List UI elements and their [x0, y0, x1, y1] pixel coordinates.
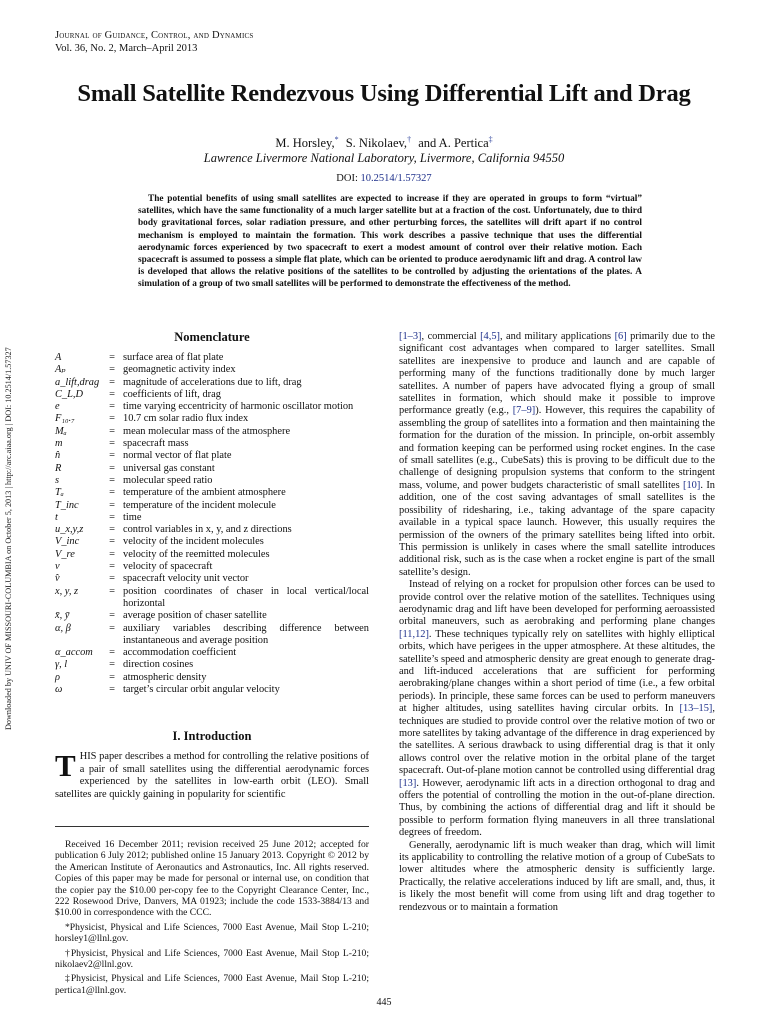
footnote-author-2: †Physicist, Physical and Life Sciences, 7000 East Avenue, Mail Stop L-210; nikolaev2@llnl.gov.	[55, 947, 369, 971]
nomenclature-def: spacecraft velocity unit vector	[123, 573, 249, 585]
nomenclature-eq: =	[109, 561, 115, 573]
nomenclature-entry	[55, 377, 369, 389]
nomenclature-sym: t	[55, 511, 58, 523]
nomenclature-sym: R	[55, 462, 62, 474]
nomenclature-def: molecular speed ratio	[123, 474, 213, 486]
paragraph-3: Generally, aerodynamic lift is much weaker than drag, which will limit its applicability to controlling the relative motion of a group of CubeSats to lower altitudes where the atmospheric density is sufficiently large. Practically, the relative accelerations induced by lift are small, and, thus, it is likely the most benefit will come from using lift and drag together to rendezvous or to maintain a formation	[399, 839, 715, 913]
nomenclature-sym: A	[55, 352, 62, 363]
nomenclature-sym: m	[55, 438, 63, 450]
text-run: primarily due to the significant cost advantages when compared to larger satellites. Small satellites are inexpensive to produce and launch and are capable of performing many of the functions traditionally done by much larger satellites. A number of papers have advocated flying a group of small satellites in formation, which should make it possible to improve performance greatly (e.g.,	[399, 331, 715, 417]
journal-name: Journal of Guidance, Control, and Dynamics	[55, 30, 254, 41]
nomenclature-sym: F₁₀.₇	[55, 413, 75, 425]
nomenclature-def: universal gas constant	[123, 462, 215, 474]
intro-lead: HIS	[79, 751, 97, 763]
nomenclature-sym: u_x,y,z	[55, 524, 84, 536]
nomenclature-eq: =	[109, 647, 115, 659]
nomenclature-eq: =	[109, 376, 115, 388]
nomenclature-def: temperature of the incident molecule	[123, 499, 276, 511]
nomenclature-eq: =	[109, 622, 115, 634]
download-sidebar: Downloaded by UNIV OF MISSOURI-COLUMBIA on October 5, 2013 | http://arc.aiaa.org | DOI: 10.2514/1.57327	[4, 347, 13, 730]
page-number: 445	[376, 997, 392, 1008]
nomenclature-sym: e	[55, 401, 60, 413]
author-3: and A. Pertica	[418, 136, 489, 151]
nomenclature-def: mean molecular mass of the atmosphere	[123, 425, 291, 437]
nomenclature-heading: Nomenclature	[174, 330, 250, 344]
nomenclature-sym: γ, l	[55, 659, 68, 671]
abstract: The potential benefits of using small satellites are expected to increase if they are operated in groups to form “virtual” satellites, which have the same functionality of a much larger satellite but at a fraction of the cost. Unfortunately, due to third body gravitational forces, solar radiation pressure, and other perturbing forces, the satellites will drift apart if no control mechanism is employed to maintain the formation. This work describes a passive technique that uses the differential aerodynamic forces experienced by two spacecraft to exert a modest amount of control over their relative motion. Each spacecraft is assumed to possess a simple flat plate, which can be oriented to produce aerodynamic lift and drag. A control law is developed that allows the relative positions of the satellites to be controlled by adjusting the orientations of the plates. A simulation of a group of two small satellites will be performed to demonstrate the effectiveness of the method.	[138, 194, 642, 290]
nomenclature-entry	[55, 524, 369, 536]
nomenclature-sym: α_accom	[55, 647, 93, 659]
affiliation: Lawrence Livermore National Laboratory, Livermore, California 94550	[203, 151, 565, 165]
author-2-footnote-mark[interactable]: †	[407, 135, 412, 144]
nomenclature-eq: =	[109, 462, 115, 474]
author-1: M. Horsley,	[275, 136, 335, 151]
nomenclature-sym: ω	[55, 684, 63, 696]
nomenclature-eq: =	[109, 536, 115, 548]
nomenclature-def: normal vector of flat plate	[123, 450, 232, 462]
journal-issue: Vol. 36, No. 2, March–April 2013	[55, 43, 198, 54]
text-run: . However, aerodynamic lift acts in a direction orthogonal to drag and offers the potential of controlling the motion in the out-of-plane direction. Thus, by combining the actions of differential drag and lift it should be possible to perform formation flying maneuvers in all three translational degrees of freedom.	[399, 777, 715, 839]
nomenclature-sym: V_re	[55, 548, 75, 560]
nomenclature-eq: =	[109, 659, 115, 671]
nomenclature-eq: =	[109, 548, 115, 560]
citation[interactable]: [13]	[399, 777, 417, 789]
text-run: , techniques are studied to provide control over the relative motion of two or more satellites by taking advantage of the difference in drag experienced by the satellites. A serious drawback to using differential drag is that it only allows control over the relative motion in the orbital plane of the target spacecraft. Out-of-plane motion cannot be controlled using differential drag	[399, 703, 715, 777]
nomenclature-entry	[55, 487, 369, 499]
footnotes	[55, 826, 369, 999]
nomenclature-def: average position of chaser satellite	[123, 610, 267, 622]
citation[interactable]: [6]	[614, 331, 627, 342]
nomenclature-entry	[55, 512, 369, 524]
introduction-heading: I. Introduction	[172, 729, 252, 744]
nomenclature-def: surface area of flat plate	[123, 352, 224, 363]
nomenclature-def: accommodation coefficient	[123, 647, 237, 659]
citation[interactable]: [1–3]	[399, 331, 422, 342]
nomenclature-entry	[55, 586, 369, 611]
nomenclature-sym: Mₐ	[55, 425, 67, 437]
nomenclature-entry	[55, 549, 369, 561]
text-run: ). However, this requires the capability of assembling the group of satellites into a formation and then maintaining the formation for the duration of the mission. In principle, on-orbit assembly and formation keeping can be performed using rocket engines. In the case of small satellites (e.g., CubeSats) this is proving to be difficult due to the challenge of designing propulsion systems that conform to the stringent mass, volume, and power budgets characteristic of small satellites	[399, 405, 715, 491]
footnote-author-3: ‡Physicist, Physical and Life Sciences, 7000 East Avenue, Mail Stop L-210; pertica1@llnl.gov.	[55, 973, 369, 996]
nomenclature-entry	[55, 500, 369, 512]
nomenclature-sym: s	[55, 474, 60, 486]
nomenclature-entry	[55, 463, 369, 475]
nomenclature-eq: =	[109, 401, 115, 413]
nomenclature-def: auxiliary variables describing difference between instantaneous and average position	[123, 622, 369, 646]
nomenclature-def: target’s circular orbit angular velocity	[123, 684, 280, 696]
nomenclature-entry	[55, 536, 369, 548]
nomenclature-entry	[55, 389, 369, 401]
footnote-author-1: *Physicist, Physical and Life Sciences, 7000 East Avenue, Mail Stop L-210; horsley1@llnl.gov.	[55, 921, 369, 945]
nomenclature-entry	[55, 426, 369, 438]
text-run: Instead of relying on a rocket for propulsion other forces can be used to provide control over the relative motion of the satellites. Techniques using aerodynamic drag and lift have been developed for performing aeroassisted orbital maneuvers, such as aerobraking and performing plane changes	[399, 579, 715, 628]
citation[interactable]: [4,5]	[480, 331, 500, 342]
nomenclature-sym: V_inc	[55, 536, 80, 548]
author-line	[0, 135, 768, 151]
nomenclature-eq: =	[109, 585, 115, 597]
nomenclature-entry	[55, 573, 369, 585]
nomenclature-eq: =	[109, 487, 115, 499]
journal-header	[55, 29, 253, 55]
nomenclature-sym: C_L,D	[55, 388, 84, 400]
nomenclature-def: magnitude of accelerations due to lift, drag	[123, 376, 302, 388]
nomenclature-sym: T_inc	[55, 499, 79, 511]
paragraph-2	[399, 579, 715, 840]
nomenclature-eq: =	[109, 524, 115, 536]
nomenclature-entry	[55, 610, 369, 622]
nomenclature-entry	[55, 401, 369, 413]
left-column	[55, 330, 369, 801]
doi-link[interactable]: 10.2514/1.57327	[360, 173, 432, 184]
nomenclature-eq: =	[109, 352, 115, 363]
nomenclature-eq: =	[109, 671, 115, 683]
nomenclature-def: control variables in x, y, and z directions	[123, 524, 292, 536]
nomenclature-entry	[55, 684, 369, 696]
nomenclature-def: position coordinates of chaser in local vertical/local horizontal	[123, 585, 369, 609]
nomenclature-sym: n̂	[55, 450, 61, 462]
nomenclature-def: velocity of spacecraft	[123, 561, 213, 573]
nomenclature-eq: =	[109, 511, 115, 523]
nomenclature-def: velocity of the incident molecules	[123, 536, 264, 548]
introduction-paragraph	[55, 748, 369, 801]
nomenclature-eq: =	[109, 499, 115, 511]
nomenclature-def: direction cosines	[123, 659, 194, 671]
nomenclature-def: temperature of the ambient atmosphere	[123, 487, 286, 499]
citation[interactable]: [11,12]	[399, 628, 429, 640]
doi-line	[0, 173, 768, 184]
nomenclature-def: coefficients of lift, drag	[123, 388, 221, 400]
nomenclature-eq: =	[109, 474, 115, 486]
footnote-received: Received 16 December 2011; revision received 25 June 2012; accepted for publication 6 July 2012; published online 15 January 2013. Copyright © 2012 by the American Institute of Aeronautics and Astronautics, Inc. All rights reserved. Copies of this paper may be made for personal or internal use, on condition that the copier pay the $10.00 per-copy fee to the Copyright Clearance Center, Inc., 222 Rosewood Drive, Danvers, MA 01923; include the code 1533-3884/13 and $10.00 in correspondence with the CCC.	[55, 839, 369, 919]
nomenclature-sym: v	[55, 561, 60, 573]
nomenclature-entry	[55, 413, 369, 425]
nomenclature-entry	[55, 647, 369, 659]
nomenclature-def: atmospheric density	[123, 671, 207, 683]
intro-text: paper describes a method for controlling the relative positions of a pair of small satellites using the differential aerodynamic forces experienced by the satellites in low-earth orbit (LEO). Small satellites are quickly gaining in popularity for scientific	[55, 751, 369, 800]
nomenclature-entry	[55, 659, 369, 671]
nomenclature-eq: =	[109, 364, 115, 376]
paper-title: Small Satellite Rendezvous Using Differential Lift and Drag	[77, 80, 691, 107]
nomenclature-entry	[55, 623, 369, 648]
author-1-footnote-mark[interactable]: *	[334, 135, 339, 144]
nomenclature-eq: =	[109, 450, 115, 462]
doi-label: DOI:	[336, 173, 358, 184]
nomenclature-entry	[55, 672, 369, 684]
citation[interactable]: [7–9]	[512, 405, 536, 417]
nomenclature-eq: =	[109, 413, 115, 425]
citation[interactable]: [13–15]	[679, 703, 713, 715]
text-run: . These techniques typically rely on satellites with highly elliptical orbits, which have perigees in the upper atmosphere. At these altitudes, the satellite’s speed and atmospheric density are great enough to generate drag- and lift-induced accelerations that are sufficient for performing aerobraking/plane changes within a short period of time (i.e., a few orbital periods). In principle, these same forces can be used to perform maneuvers at higher altitudes, using satellites having circular orbits. In	[399, 628, 715, 715]
text-run: , and military applications	[500, 331, 615, 342]
nomenclature-list	[55, 352, 369, 696]
paragraph-1	[399, 331, 715, 579]
nomenclature-eq: =	[109, 388, 115, 400]
citation[interactable]: [10]	[683, 479, 701, 491]
right-column	[399, 331, 715, 914]
nomenclature-sym: ρ	[55, 671, 60, 683]
nomenclature-def: velocity of the reemitted molecules	[123, 548, 270, 560]
nomenclature-entry	[55, 438, 369, 450]
nomenclature-eq: =	[109, 610, 115, 622]
nomenclature-sym: x, y, z	[55, 585, 79, 597]
nomenclature-entry	[55, 450, 369, 462]
nomenclature-sym: x̄, ȳ	[55, 610, 70, 622]
nomenclature-def: time varying eccentricity of harmonic oscillator motion	[123, 401, 354, 413]
nomenclature-eq: =	[109, 438, 115, 450]
nomenclature-eq: =	[109, 573, 115, 585]
text-run: . In addition, one of the cost saving advantages of small satellites is the possibility of ridesharing, i.e., taking advantage of the spare capacity available in a typical space launch. However, this usually requires the permission of the owners of the primary satellites being lifted into orbit. This permission is unlikely in cases where the small satellite introduces additional risk, such as is the case when a rocket engine is part of the small satellite’s design.	[399, 479, 715, 578]
nomenclature-def: geomagnetic activity index	[123, 364, 236, 376]
nomenclature-sym: a_lift,drag	[55, 376, 100, 388]
nomenclature-sym: Tₐ	[55, 487, 64, 499]
nomenclature-sym: α, β	[55, 622, 71, 634]
nomenclature-entry	[55, 561, 369, 573]
drop-cap: T	[55, 748, 76, 784]
nomenclature-entry	[55, 475, 369, 487]
author-2: S. Nikolaev,	[345, 136, 408, 151]
nomenclature-entry	[55, 352, 369, 364]
nomenclature-entry	[55, 364, 369, 376]
author-3-footnote-mark[interactable]: ‡	[488, 135, 493, 144]
nomenclature-eq: =	[109, 684, 115, 696]
nomenclature-def: time	[123, 511, 142, 523]
nomenclature-eq: =	[109, 425, 115, 437]
nomenclature-sym: Aₚ	[55, 364, 66, 376]
nomenclature-sym: v̂	[55, 573, 60, 585]
text-run: , commercial	[421, 331, 481, 342]
nomenclature-def: 10.7 cm solar radio flux index	[123, 413, 249, 425]
nomenclature-def: spacecraft mass	[123, 438, 189, 450]
